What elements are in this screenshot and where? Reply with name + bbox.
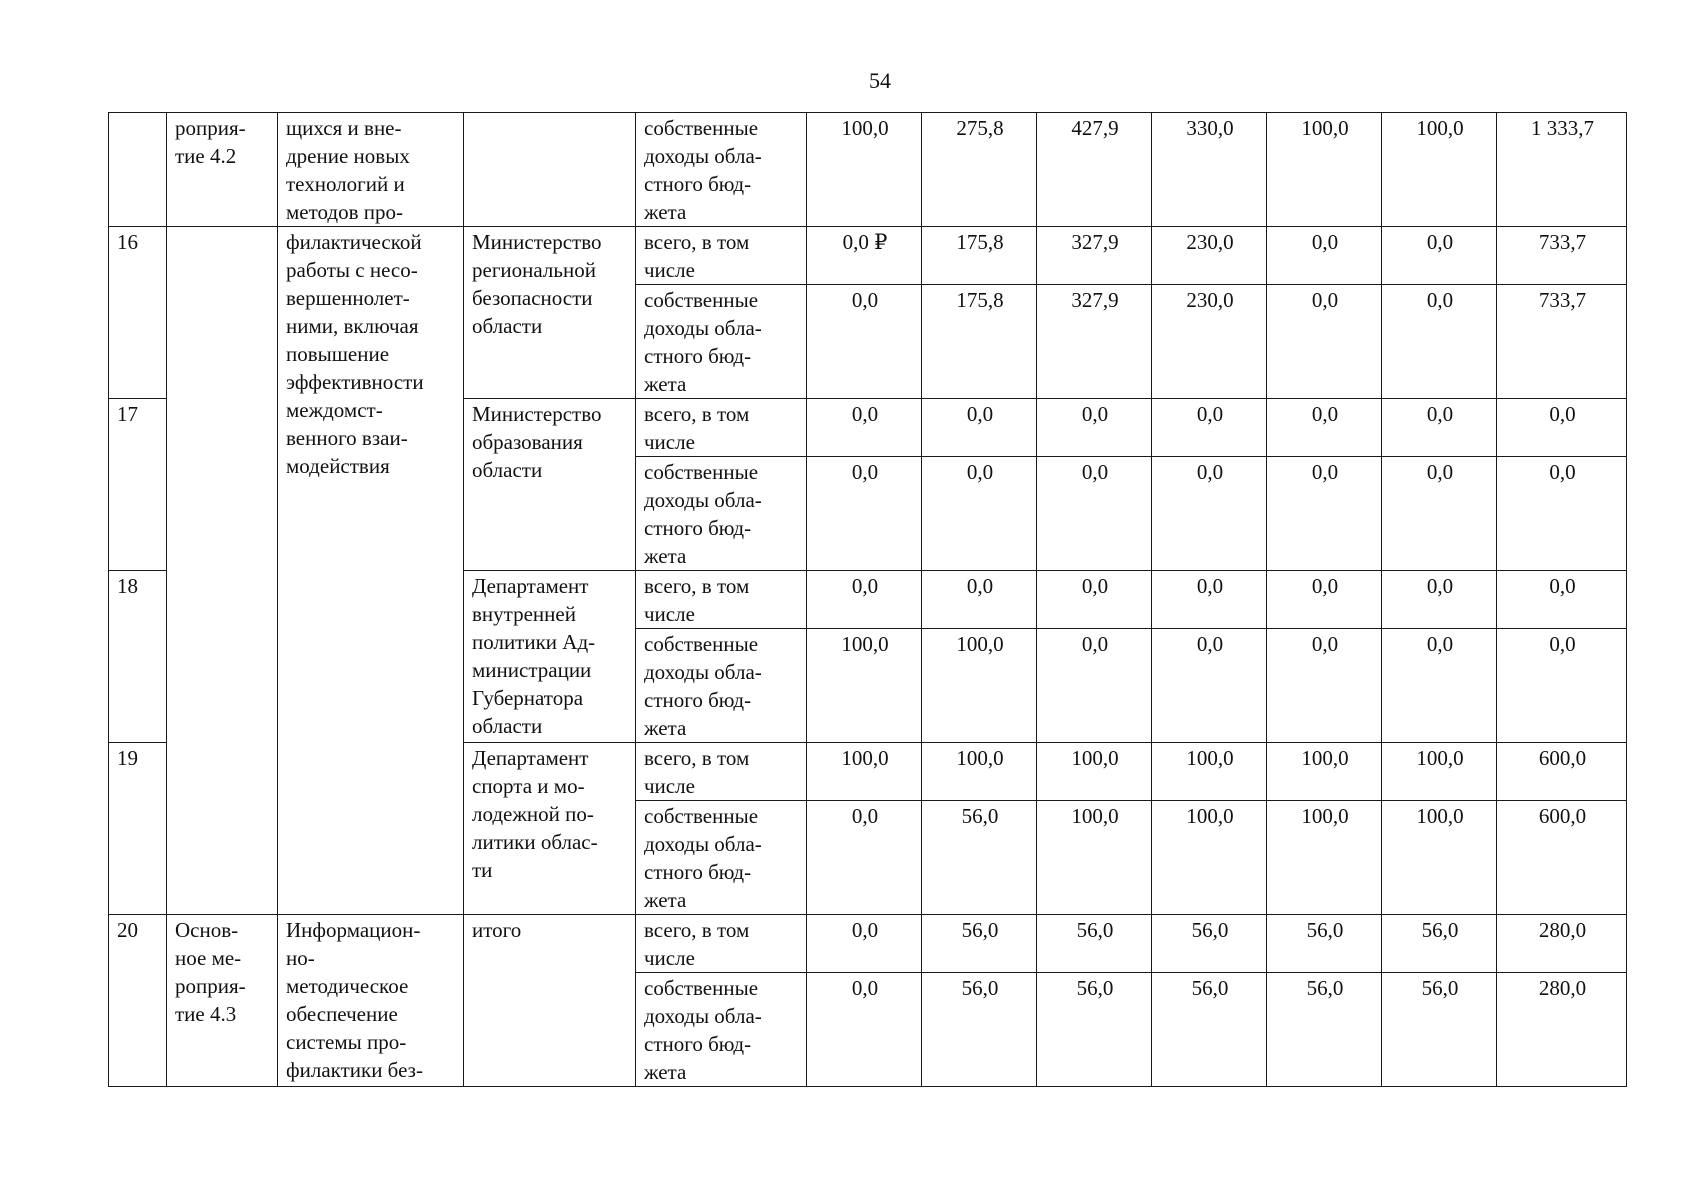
row-index: 18 [109, 571, 167, 743]
value-cell: 100,0 [1382, 743, 1497, 801]
value-cell: 427,9 [1037, 113, 1152, 227]
funding-source-cell: собственные доходы обла- стного бюд- жета [636, 973, 807, 1087]
value-cell: 0,0 [1037, 399, 1152, 457]
value-cell: 1 333,7 [1497, 113, 1627, 227]
funding-source-cell: всего, в том числе [636, 227, 807, 285]
value-cell: 0,0 [807, 801, 922, 915]
value-cell: 56,0 [1037, 915, 1152, 973]
value-cell: 100,0 [1267, 743, 1382, 801]
event-name-cell: Информацион- но- методическое обеспечение системы про- филактики без- [278, 915, 464, 1087]
value-cell: 0,0 [1382, 571, 1497, 629]
budget-table [108, 112, 1627, 1087]
value-cell: 56,0 [922, 801, 1037, 915]
table-row [109, 915, 1627, 973]
value-cell: 230,0 [1152, 227, 1267, 285]
value-cell: 175,8 [922, 285, 1037, 399]
value-cell: 56,0 [922, 915, 1037, 973]
value-cell: 100,0 [807, 113, 922, 227]
value-cell: 600,0 [1497, 801, 1627, 915]
value-cell: 0,0 [1497, 629, 1627, 743]
value-cell: 100,0 [807, 743, 922, 801]
value-cell: 56,0 [1267, 915, 1382, 973]
funding-source-cell: собственные доходы обла- стного бюд- жета [636, 457, 807, 571]
value-cell: 0,0 [1497, 457, 1627, 571]
row-index: 20 [109, 915, 167, 1087]
value-cell: 0,0 [1382, 227, 1497, 285]
value-cell: 0,0 [1037, 457, 1152, 571]
value-cell: 175,8 [922, 227, 1037, 285]
value-cell: 0,0 [807, 973, 922, 1087]
value-cell: 600,0 [1497, 743, 1627, 801]
value-cell: 0,0 [1152, 629, 1267, 743]
row-index: 19 [109, 743, 167, 915]
value-cell: 56,0 [1382, 915, 1497, 973]
organization-cell: Департамент внутренней политики Ад- министрации Губернатора области [464, 571, 636, 743]
value-cell: 0,0 [1267, 227, 1382, 285]
page-number: 54 [869, 68, 891, 93]
value-cell: 327,9 [1037, 227, 1152, 285]
funding-source-cell: собственные доходы обла- стного бюд- жета [636, 629, 807, 743]
value-cell: 733,7 [1497, 285, 1627, 399]
funding-source-cell: собственные доходы обла- стного бюд- жета [636, 801, 807, 915]
value-cell: 0,0 [807, 915, 922, 973]
value-cell: 0,0 [807, 285, 922, 399]
organization-cell: итого [464, 915, 636, 1087]
organization-cell: Министерство региональной безопасности области [464, 227, 636, 399]
funding-source-cell: собственные доходы обла- стного бюд- жета [636, 285, 807, 399]
value-cell: 0,0 [807, 399, 922, 457]
event-name-cell: филактической работы с несо- вершеннолет- ними, включая повышение эффективности междомст- венного взаи- модействия [278, 227, 464, 915]
value-cell: 0,0 [922, 399, 1037, 457]
value-cell: 100,0 [1267, 801, 1382, 915]
value-cell: 100,0 [1152, 743, 1267, 801]
value-cell: 100,0 [922, 629, 1037, 743]
row-index: 17 [109, 399, 167, 571]
value-cell: 100,0 [1037, 743, 1152, 801]
value-cell: 0,0 [922, 571, 1037, 629]
value-cell: 0,0 [807, 571, 922, 629]
value-cell: 56,0 [1382, 973, 1497, 1087]
value-cell: 0,0 [1152, 571, 1267, 629]
event-cell: Основ- ное ме- роприя- тие 4.3 [167, 915, 278, 1087]
value-cell: 0,0 [1497, 399, 1627, 457]
value-cell: 56,0 [1037, 973, 1152, 1087]
funding-source-cell: всего, в том числе [636, 571, 807, 629]
value-cell: 0,0 [1267, 629, 1382, 743]
table-row [109, 227, 1627, 285]
value-cell: 0,0 [1037, 629, 1152, 743]
event-name-cell: щихся и вне- дрение новых технологий и методов про- [278, 113, 464, 227]
value-cell: 0,0 [1382, 399, 1497, 457]
value-cell: 56,0 [1152, 915, 1267, 973]
row-index: 16 [109, 227, 167, 399]
value-cell: 0,0 [1267, 285, 1382, 399]
value-cell: 0,0 [1497, 571, 1627, 629]
value-cell: 327,9 [1037, 285, 1152, 399]
value-cell: 330,0 [1152, 113, 1267, 227]
value-cell: 0,0 [1382, 285, 1497, 399]
value-cell: 100,0 [1267, 113, 1382, 227]
value-cell: 280,0 [1497, 973, 1627, 1087]
value-cell: 56,0 [1152, 973, 1267, 1087]
value-cell: 0,0 [922, 457, 1037, 571]
value-cell: 100,0 [1152, 801, 1267, 915]
value-cell: 56,0 [922, 973, 1037, 1087]
value-cell: 0,0 [1267, 399, 1382, 457]
value-cell: 56,0 [1267, 973, 1382, 1087]
value-cell: 100,0 [922, 743, 1037, 801]
value-cell: 0,0 [1382, 457, 1497, 571]
table-row [109, 113, 1627, 227]
value-cell: 0,0 [807, 457, 922, 571]
funding-source-cell: всего, в том числе [636, 915, 807, 973]
value-cell: 0,0 ₽ [807, 227, 922, 285]
value-cell: 0,0 [1267, 571, 1382, 629]
organization-cell [464, 113, 636, 227]
organization-cell: Департамент спорта и мо- лодежной по- литики облас- ти [464, 743, 636, 915]
event-cell: роприя- тие 4.2 [167, 113, 278, 227]
value-cell: 275,8 [922, 113, 1037, 227]
value-cell: 100,0 [1382, 801, 1497, 915]
value-cell: 733,7 [1497, 227, 1627, 285]
funding-source-cell: всего, в том числе [636, 399, 807, 457]
value-cell: 280,0 [1497, 915, 1627, 973]
row-index [109, 113, 167, 227]
value-cell: 0,0 [1152, 399, 1267, 457]
organization-cell: Министерство образования области [464, 399, 636, 571]
event-cell [167, 227, 278, 915]
value-cell: 100,0 [1037, 801, 1152, 915]
funding-source-cell: всего, в том числе [636, 743, 807, 801]
value-cell: 0,0 [1267, 457, 1382, 571]
value-cell: 100,0 [1382, 113, 1497, 227]
value-cell: 100,0 [807, 629, 922, 743]
value-cell: 230,0 [1152, 285, 1267, 399]
funding-source-cell: собственные доходы обла- стного бюд- жета [636, 113, 807, 227]
value-cell: 0,0 [1037, 571, 1152, 629]
value-cell: 0,0 [1152, 457, 1267, 571]
value-cell: 0,0 [1382, 629, 1497, 743]
